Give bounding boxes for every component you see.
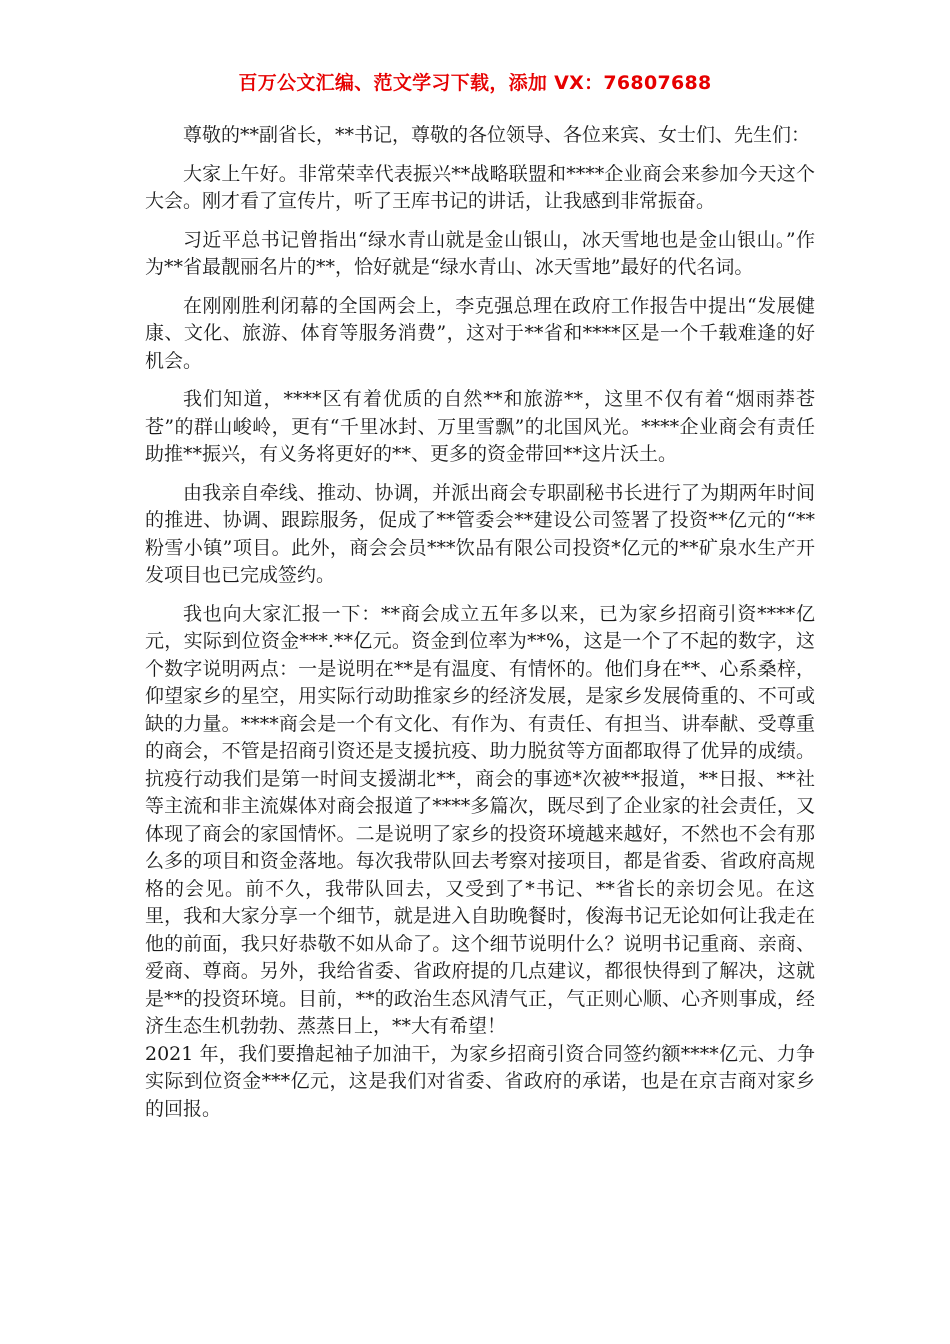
closing-paragraph: 2021 年，我们要撸起袖子加油干，为家乡招商引资合同签约额****亿元、力争实际到位资金***亿元，这是我们对省委、省政府的承诺，也是在京吉商对家乡的回报。 bbox=[145, 1042, 815, 1120]
body-paragraph: 由我亲自牵线、推动、协调，并派出商会专职副秘书长进行了为期两年时间的推进、协调、跟踪服务，促成了**管委会**建设公司签署了投资**亿元的“**粉雪小镇”项目。此外，商会会员***饮品有限公司投资*亿元的**矿泉水生产开发项目也已完成签约。 bbox=[145, 481, 815, 586]
body-paragraph: 我也向大家汇报一下：**商会成立五年多以来，已为家乡招商引资****亿元，实际到位资金***.**亿元。资金到位率为**%，这是一个了不起的数字，这个数字说明两点：一是说明在**是有温度、有情怀的。他们身在**、心系桑梓，仰望家乡的星空，用实际行动助推家乡的经济发展，是家乡发展倚重的、不可或缺的力量。****商会是一个有文化、有作为、有责任、有担当、讲奉献、受尊重的商会，不管是招商引资还是支援抗疫、助力脱贫等方面都取得了优异的成绩。抗疫行动我们是第一时间支援湖北**，商会的事迹*次被**报道，**日报、**社等主流和非主流媒体对商会报道了****多篇次，既尽到了企业家的社会责任，又体现了商会的家国情怀。二是说明了家乡的投资环境越来越好，不然也不会有那么多的项目和资金落地。每次我带队回去考察对接项目，都是省委、省政府高规格的会见。前不久，我带队回去，又受到了*书记、**省长的亲切会见。在这里，我和大家分享一个细节，就是进入自助晚餐时，俊海书记无论如何让我走在他的前面，我只好恭敬不如从命了。这个细节说明什么？说明书记重商、亲商、爱商、尊商。另外，我给省委、省政府提的几点建议，都很快得到了解决，这就是**的投资环境。目前，**的政治生态风清气正，气正则心顺、心齐则事成，经济生态生机勃勃、蒸蒸日上，**大有希望！ bbox=[145, 602, 815, 1037]
body-paragraph: 我们知道，****区有着优质的自然**和旅游**，这里不仅有着“烟雨莽苍苍”的群山峻岭，更有“千里冰封、万里雪飘”的北国风光。****企业商会有责任助推**振兴，有义务将更好的**、更多的资金带回**这片沃土。 bbox=[145, 388, 815, 465]
body-paragraph: 习近平总书记曾指出“绿水青山就是金山银山，冰天雪地也是金山银山。”作为**省最靓丽名片的**，恰好就是“绿水青山、冰天雪地”最好的代名词。 bbox=[145, 228, 815, 278]
salutation-paragraph: 尊敬的**副省长，**书记，尊敬的各位领导、各位来宾、女士们、先生们： bbox=[183, 124, 811, 146]
speech-body bbox=[145, 122, 815, 1134]
body-paragraph: 大家上午好。非常荣幸代表振兴**战略联盟和****企业商会来参加今天这个大会。刚才看了宣传片，听了王库书记的讲话，让我感到非常振奋。 bbox=[145, 162, 815, 212]
watermark-banner: 百万公文汇编、范文学习下载，添加 VX：76807688 bbox=[238, 72, 712, 94]
body-paragraph: 在刚刚胜利闭幕的全国两会上，李克强总理在政府工作报告中提出“发展健康、文化、旅游、体育等服务消费”，这对于**省和****区是一个千载难逢的好机会。 bbox=[145, 294, 815, 372]
